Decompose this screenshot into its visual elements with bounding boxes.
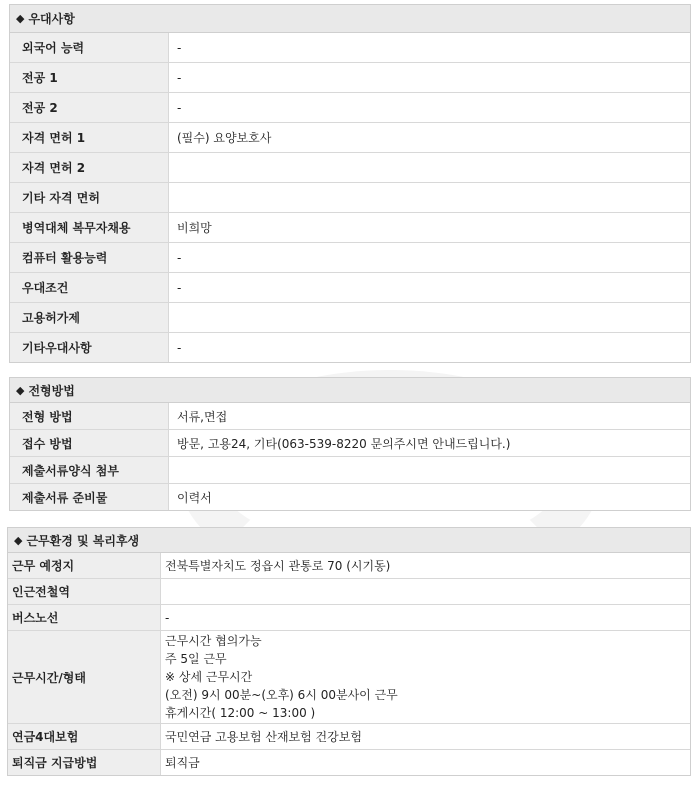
row-label: 전공 2	[10, 93, 169, 123]
table-row	[8, 605, 690, 631]
row-label: 병역대체 복무자채용	[10, 213, 169, 243]
row-value: 비희망	[169, 213, 691, 243]
table-row	[10, 273, 690, 303]
work-hours-line: (오전) 9시 00분~(오후) 6시 00분사이 근무	[165, 688, 398, 702]
diamond-bullet-icon: ◆	[16, 383, 25, 397]
table-row	[10, 457, 690, 484]
row-value	[169, 183, 691, 213]
selection-table	[10, 403, 690, 510]
table-row	[10, 403, 690, 430]
row-label: 인근전철역	[8, 579, 161, 605]
table-row	[10, 430, 690, 457]
section-title: 전형방법	[28, 383, 75, 398]
selection-section	[9, 377, 691, 511]
row-label: 퇴직금 지급방법	[8, 750, 161, 776]
row-label: 접수 방법	[10, 430, 169, 457]
row-value: 국민연금 고용보험 산재보험 건강보험	[161, 724, 691, 750]
row-value: -	[169, 33, 691, 63]
row-label: 자격 면허 1	[10, 123, 169, 153]
preferences-section	[9, 4, 691, 363]
table-row	[10, 484, 690, 511]
row-label: 제출서류양식 첨부	[10, 457, 169, 484]
row-value	[169, 457, 691, 484]
row-label: 연금4대보험	[8, 724, 161, 750]
row-value: -	[169, 63, 691, 93]
table-row	[10, 33, 690, 63]
row-label: 기타우대사항	[10, 333, 169, 363]
row-label: 자격 면허 2	[10, 153, 169, 183]
table-row	[8, 631, 690, 724]
row-value: -	[169, 93, 691, 123]
table-row	[10, 213, 690, 243]
row-label: 전형 방법	[10, 403, 169, 430]
row-value: -	[169, 333, 691, 363]
table-row	[10, 63, 690, 93]
table-row	[10, 153, 690, 183]
row-label: 우대조건	[10, 273, 169, 303]
work-environment-section	[7, 527, 691, 776]
row-label: 외국어 능력	[10, 33, 169, 63]
section-header	[10, 378, 690, 403]
work-hours-line: ※ 상세 근무시간	[165, 670, 253, 684]
row-label: 제출서류 준비물	[10, 484, 169, 511]
row-value: 전북특별자치도 정읍시 관통로 70 (시기동)	[161, 553, 691, 579]
row-value: 이력서	[169, 484, 691, 511]
table-row	[8, 724, 690, 750]
row-label: 근무 예정지	[8, 553, 161, 579]
row-label: 고용허가제	[10, 303, 169, 333]
row-value: -	[169, 273, 691, 303]
table-row	[8, 553, 690, 579]
table-row	[10, 123, 690, 153]
row-label: 컴퓨터 활용능력	[10, 243, 169, 273]
table-row	[8, 579, 690, 605]
diamond-bullet-icon: ◆	[14, 533, 23, 547]
row-label: 근무시간/형태	[8, 631, 161, 724]
row-value: 퇴직금	[161, 750, 691, 776]
diamond-bullet-icon: ◆	[16, 12, 25, 25]
work-hours-value	[161, 631, 691, 724]
section-title: 근무환경 및 복리후생	[26, 533, 140, 548]
table-row	[10, 303, 690, 333]
row-value	[169, 303, 691, 333]
section-title: 우대사항	[28, 12, 75, 26]
row-value: (필수) 요양보호사	[169, 123, 691, 153]
table-row	[10, 333, 690, 363]
work-hours-line: 주 5일 근무	[165, 652, 227, 666]
row-label: 전공 1	[10, 63, 169, 93]
table-row	[10, 183, 690, 213]
row-value: 서류,면접	[169, 403, 691, 430]
section-header	[8, 528, 690, 553]
row-label: 기타 자격 면허	[10, 183, 169, 213]
row-value: -	[161, 605, 691, 631]
section-header	[10, 5, 690, 33]
work-hours-line: 휴게시간( 12:00 ~ 13:00 )	[165, 706, 316, 720]
row-label: 버스노선	[8, 605, 161, 631]
work-table	[8, 553, 690, 775]
row-value	[169, 153, 691, 183]
work-hours-line: 근무시간 협의가능	[165, 634, 262, 648]
row-value: 방문, 고용24, 기타(063-539-8220 문의주시면 안내드립니다.)	[169, 430, 691, 457]
table-row	[10, 93, 690, 123]
preferences-table	[10, 33, 690, 362]
table-row	[10, 243, 690, 273]
row-value	[161, 579, 691, 605]
row-value: -	[169, 243, 691, 273]
table-row	[8, 750, 690, 776]
